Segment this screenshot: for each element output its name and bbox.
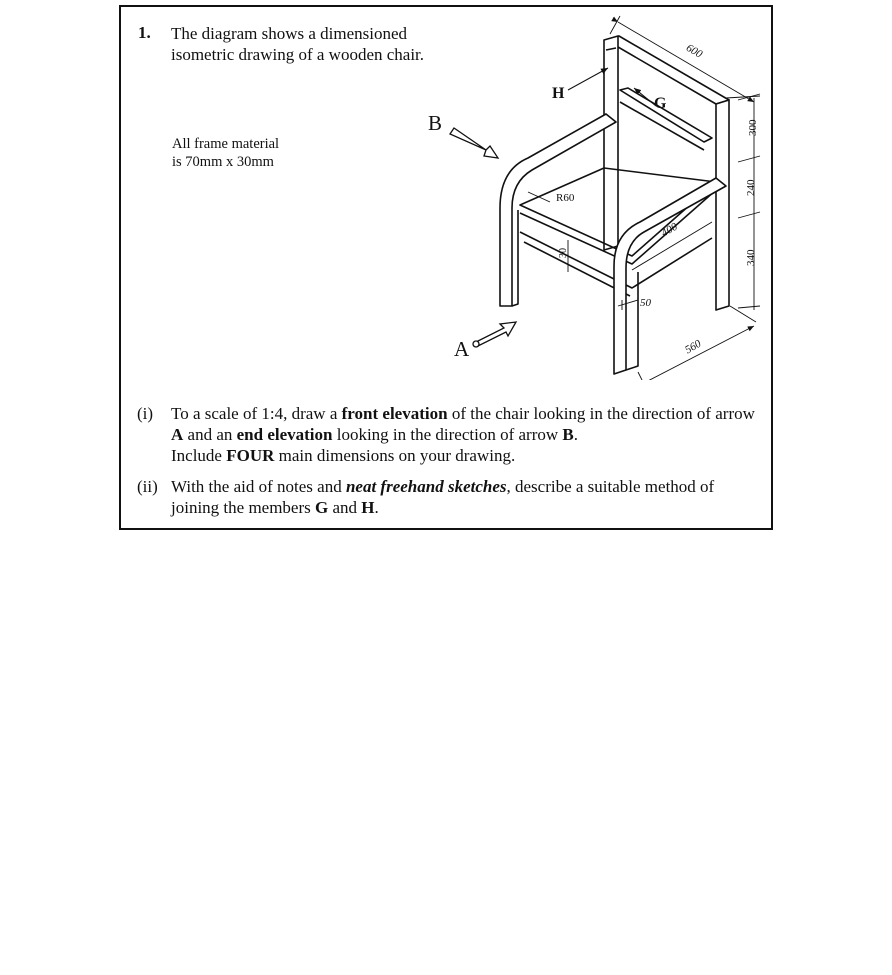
material-note-line2: is 70mm x 30mm: [172, 154, 274, 170]
label-b: B: [428, 111, 443, 135]
part-i-text: To a scale of 1:4, draw a front elevation of the chair looking in the direction of arrow A and an end elevation looking in the direction of arrow B. Include FOUR main dimensions on your drawing.: [171, 404, 755, 465]
dim-label-560: 560: [683, 337, 704, 357]
back-right-post: [716, 100, 729, 310]
part-ii-number: (ii): [137, 477, 158, 496]
dim-line-560: [642, 326, 754, 380]
pointer-g: [634, 88, 656, 106]
question-intro: The diagram shows a dimensioned isometric drawing of a wooden chair.: [171, 24, 425, 64]
chair-isometric-drawing: [420, 10, 770, 380]
dim-label-400: 400: [659, 220, 680, 240]
dim-label-240: 240: [745, 179, 757, 196]
back-left-post: [604, 36, 618, 250]
label-g: G: [654, 95, 667, 112]
dim-label-340: 340: [745, 249, 757, 266]
part-ii-text: With the aid of notes and neat freehand sketches, describe a suitable method of joining the members G and H.: [171, 477, 715, 517]
label-h: H: [552, 85, 565, 102]
material-note: [172, 135, 332, 171]
arrow-a: [476, 322, 516, 346]
arrow-b: [450, 128, 498, 158]
dim-line-600: [618, 22, 754, 102]
dim-label-300: 300: [747, 119, 759, 136]
right-armrest: [614, 178, 726, 374]
question-number: 1.: [138, 23, 151, 42]
label-a: A: [454, 337, 470, 361]
back-top-rail: [606, 36, 729, 104]
pointer-h: [568, 68, 608, 90]
part-i-number: (i): [137, 404, 154, 423]
material-note-line1: All frame material: [172, 136, 280, 152]
dim-label-r60: R60: [556, 192, 575, 204]
dim-label-30: 30: [558, 248, 569, 258]
dim-label-50: 50: [640, 297, 651, 309]
dim-label-600: 600: [684, 41, 705, 61]
